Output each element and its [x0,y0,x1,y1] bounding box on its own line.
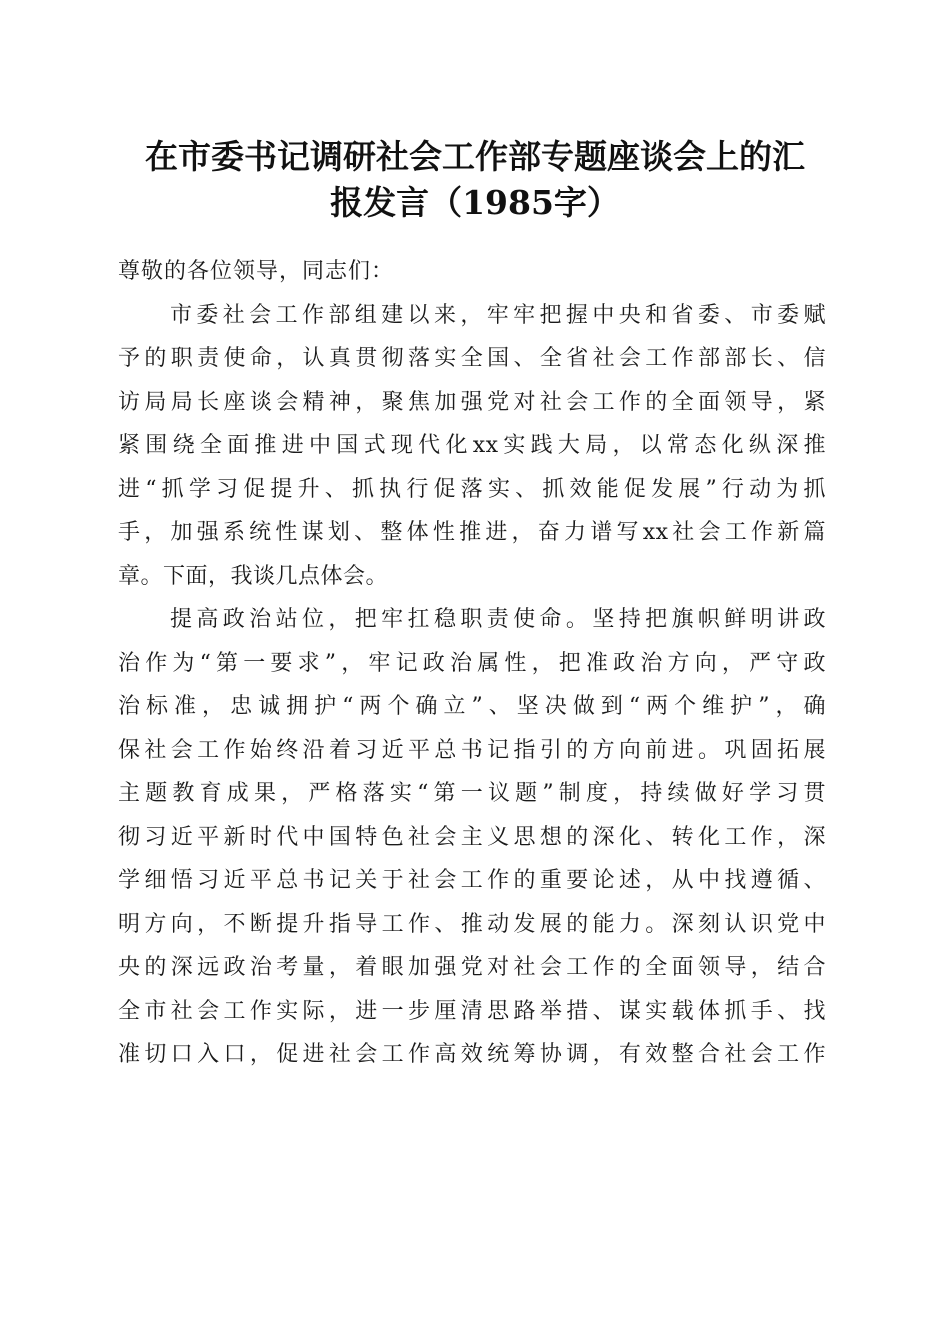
paragraph-line: 治作为“第一要求”，牢记政治属性，把准政治方向，严守政 [118,650,826,676]
paragraph-line: 彻习近平新时代中国特色社会主义思想的深化、转化工作，深 [118,824,826,850]
paragraph-line: 予的职责使命，认真贯彻落实全国、全省社会工作部部长、信 [118,346,826,371]
paragraph-line: 紧围绕全面推进中国式现代化xx实践大局，以常态化纵深推 [118,433,826,458]
document-body [118,250,826,1077]
paragraph-line: 准切口入口，促进社会工作高效统筹协调，有效整合社会工作 [118,1042,826,1067]
paragraph-line: 访局局长座谈会精神，聚焦加强党对社会工作的全面领导，紧 [118,389,826,415]
paragraph-line: 明方向，不断提升指导工作、推动发展的能力。深刻认识党中 [118,911,826,937]
title-line-2: 报发言（1985字） [330,183,620,222]
paragraph-line: 进“抓学习促提升、抓执行促落实、抓效能促发展”行动为抓 [118,476,826,502]
paragraph-1 [118,294,826,599]
paragraph-line: 主题教育成果，严格落实“第一议题”制度，持续做好学习贯 [118,781,826,806]
paragraph-line: 学细悟习近平总书记关于社会工作的重要论述，从中找遵循、 [118,868,826,893]
paragraph-line: 章。下面，我谈几点体会。 [118,563,389,589]
paragraph-line: 央的深远政治考量，着眼加强党对社会工作的全面领导，结合 [118,955,826,980]
document-title [108,134,842,226]
salutation: 尊敬的各位领导，同志们： [118,259,395,284]
paragraph-line: 治标准，忠诚拥护“两个确立”、坚决做到“两个维护”，确 [118,694,826,719]
paragraph-line: 提高政治站位，把牢扛稳职责使命。坚持把旗帜鲜明讲政 [170,607,826,632]
paragraph-2 [118,598,826,1077]
title-line-1: 在市委书记调研社会工作部专题座谈会上的汇 [145,137,805,176]
paragraph-line: 保社会工作始终沿着习近平总书记指引的方向前进。巩固拓展 [118,737,826,763]
paragraph-line: 手，加强系统性谋划、整体性推进，奋力谱写xx社会工作新篇 [118,520,826,545]
paragraph-line: 全市社会工作实际，进一步厘清思路举措、谋实载体抓手、找 [118,998,826,1024]
paragraph-line: 市委社会工作部组建以来，牢牢把握中央和省委、市委赋 [170,302,826,328]
